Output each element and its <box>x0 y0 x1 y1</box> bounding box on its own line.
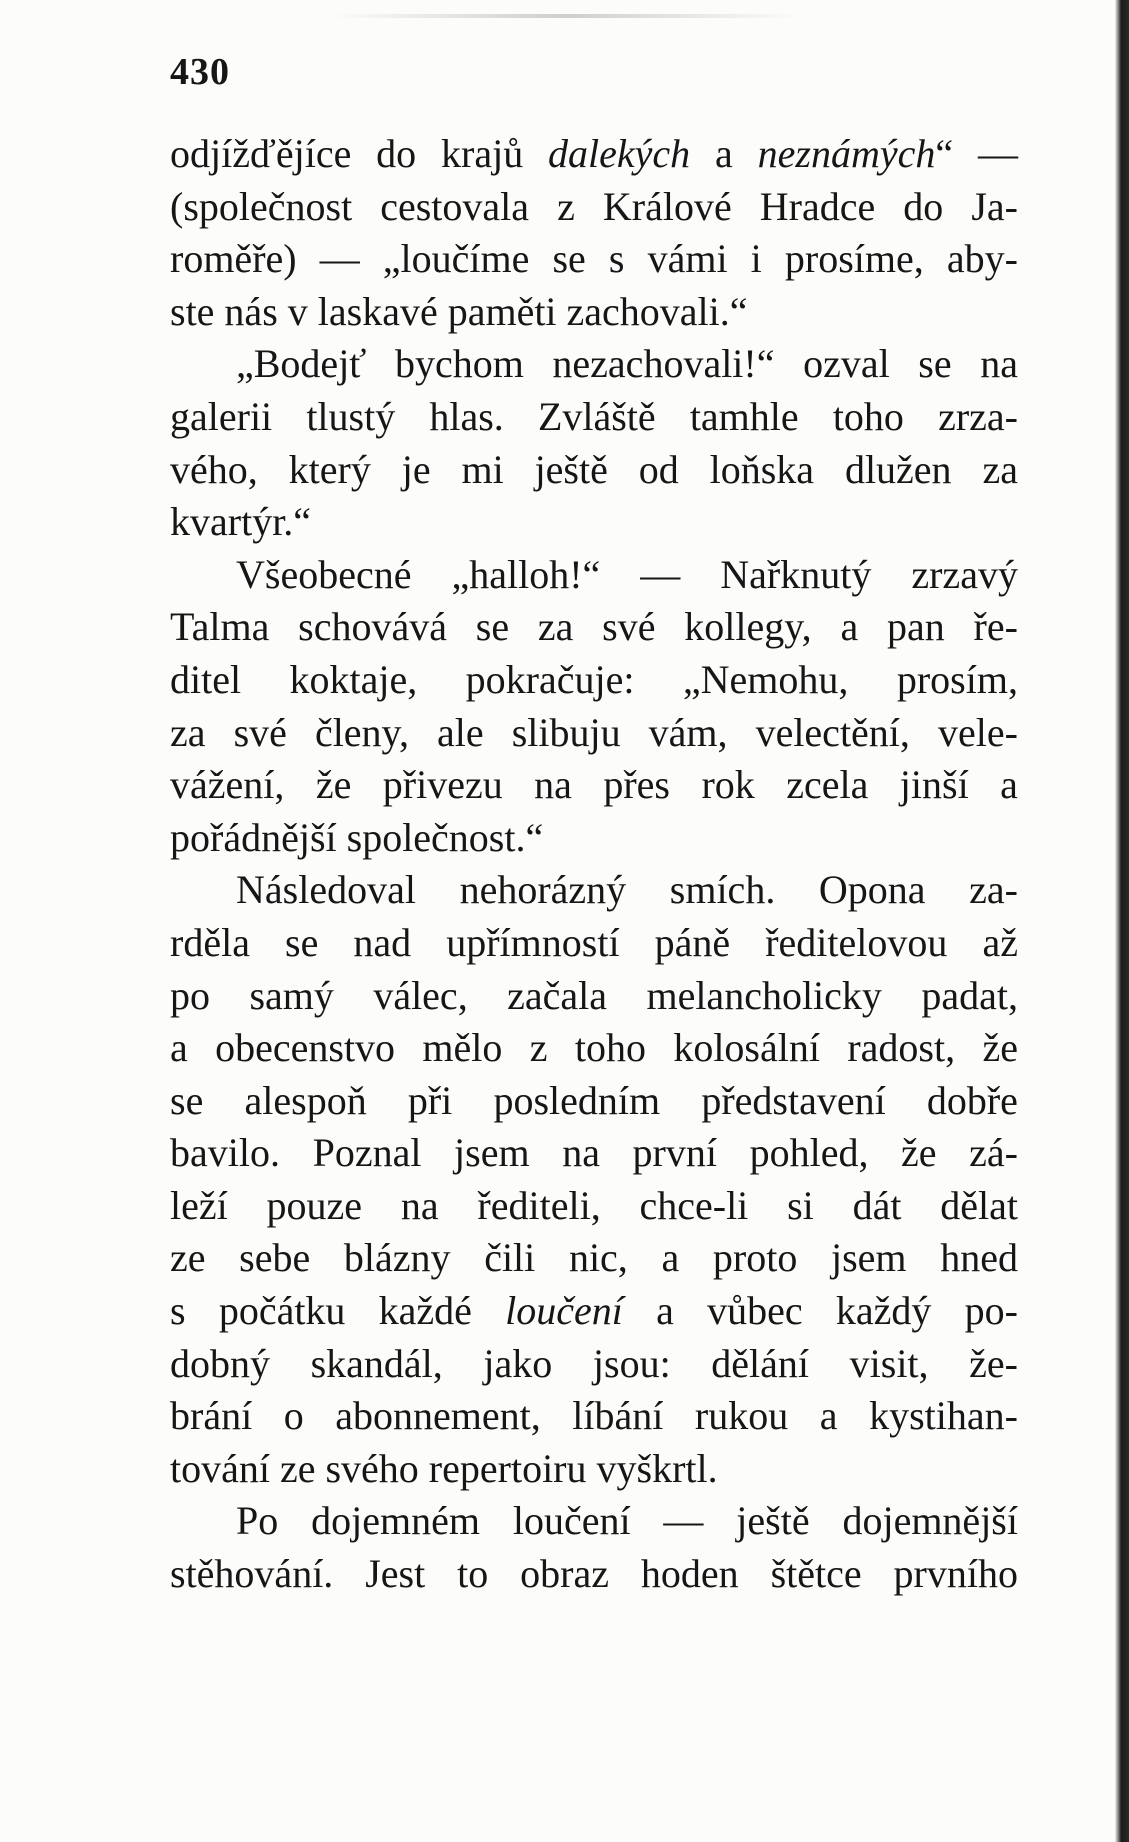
word: ze <box>170 1235 206 1281</box>
word: válec, <box>373 972 468 1018</box>
text-line <box>170 970 1018 1023</box>
word: „Nemohu, <box>682 656 849 702</box>
word: při <box>407 1077 453 1123</box>
word: pokračuje: <box>465 656 635 702</box>
text-line <box>170 233 1018 286</box>
word: obraz <box>520 1551 609 1597</box>
word: chce-li <box>639 1182 749 1228</box>
word: dlužen <box>844 446 952 492</box>
word: ředitelovou <box>765 919 948 965</box>
word: se <box>170 1077 204 1123</box>
word: rok <box>701 762 755 808</box>
word: za <box>170 709 206 755</box>
word: líbání <box>572 1393 664 1439</box>
word: krajů <box>441 131 524 176</box>
word: do <box>903 183 944 229</box>
word: hlas. <box>429 393 504 439</box>
body-text <box>170 128 1018 1601</box>
text-line <box>170 1180 1018 1233</box>
word: bavilo. <box>170 1130 280 1176</box>
word: i <box>750 236 762 282</box>
word: ozval <box>803 341 890 387</box>
word: aby- <box>946 236 1018 282</box>
word: a <box>661 1235 680 1281</box>
word: — <box>977 131 1018 176</box>
text-line <box>170 286 1018 339</box>
word: zá- <box>969 1130 1018 1176</box>
word: do <box>376 131 417 176</box>
word: kollegy, <box>684 604 812 650</box>
word: prosíme, <box>784 236 924 282</box>
word: radost, <box>847 1025 956 1071</box>
word: Poznal <box>312 1130 422 1176</box>
text-line <box>170 391 1018 444</box>
word: „Bodejť <box>236 341 367 387</box>
word: představení <box>701 1077 886 1123</box>
word: nic, <box>568 1235 628 1281</box>
word: dojemnější <box>842 1498 1018 1544</box>
word: nezachovali!“ <box>552 341 775 387</box>
word: Opona <box>818 867 926 913</box>
word: pouze <box>266 1182 363 1228</box>
text-line <box>170 1443 1018 1496</box>
word: zrza- <box>938 393 1018 439</box>
page-number: 430 <box>170 51 230 93</box>
word: že- <box>969 1340 1018 1386</box>
word: ještě <box>736 1498 810 1544</box>
word: loučení <box>505 1288 623 1334</box>
text-line <box>170 1022 1018 1075</box>
word: visit, <box>849 1340 929 1386</box>
word: své <box>602 604 656 650</box>
word: ře- <box>973 604 1018 650</box>
word: Nařknutý <box>720 551 872 597</box>
word: si <box>787 1182 814 1228</box>
word: hoden <box>640 1551 739 1597</box>
word: — <box>663 1498 704 1544</box>
word: rděla <box>170 919 250 965</box>
text-line <box>170 1338 1018 1391</box>
page-binding-edge <box>1115 0 1129 1842</box>
word: na <box>400 1182 439 1228</box>
word: mi <box>461 446 504 492</box>
word: na <box>562 1130 600 1176</box>
word: Všeobecné <box>236 551 412 597</box>
word: pan <box>887 604 945 650</box>
text-segment: kvartýr.“ <box>170 499 312 545</box>
word: až <box>982 919 1018 965</box>
word: pohled, <box>749 1130 869 1176</box>
text-line <box>170 812 1018 865</box>
word: po <box>170 972 210 1018</box>
word: počátku <box>218 1288 346 1334</box>
word: Talma <box>170 604 270 650</box>
word: kystihan- <box>869 1393 1018 1439</box>
word: z <box>557 183 575 229</box>
word: rukou <box>694 1393 789 1439</box>
word: se <box>285 919 319 965</box>
word: Po <box>236 1498 279 1544</box>
text-line <box>170 1232 1018 1285</box>
word: a <box>1000 762 1018 808</box>
text-line <box>170 1285 1018 1338</box>
word: přivezu <box>382 762 503 808</box>
word: vážení, <box>170 762 285 808</box>
word: blázny <box>343 1235 451 1281</box>
text-line <box>170 1075 1018 1128</box>
word: ditel <box>170 656 242 702</box>
word: první <box>632 1130 717 1176</box>
word: zcela <box>786 762 869 808</box>
word: schovává <box>298 604 447 650</box>
word: Králové <box>602 183 732 229</box>
text-line <box>170 1548 1018 1601</box>
word: kolosální <box>673 1025 820 1071</box>
word: se <box>475 604 510 650</box>
word: na <box>534 762 572 808</box>
word: čili <box>484 1235 536 1281</box>
word: a <box>819 1393 838 1439</box>
word: za <box>982 446 1018 492</box>
word: páně <box>654 919 731 965</box>
word: se <box>918 341 952 387</box>
text-line <box>170 549 1018 602</box>
word: a <box>840 604 859 650</box>
word: který <box>288 446 371 492</box>
word: dobný <box>170 1340 270 1386</box>
word: melancholicky <box>646 972 882 1018</box>
word: dát <box>852 1182 902 1228</box>
word: na <box>980 341 1018 387</box>
word: Ja- <box>971 183 1018 229</box>
word: Následoval <box>236 867 416 913</box>
text-line <box>170 1390 1018 1443</box>
word: to <box>457 1551 489 1597</box>
word: o <box>283 1393 304 1439</box>
word: ale <box>437 709 484 755</box>
page-top-shadow <box>330 14 800 18</box>
word: tlustý <box>306 393 396 439</box>
word: odjížďějíce <box>170 131 352 176</box>
word: Zvláště <box>537 393 656 439</box>
word: za- <box>969 867 1018 913</box>
text-line <box>170 181 1018 234</box>
word: jinší <box>899 762 969 808</box>
word: koktaje, <box>289 656 418 702</box>
word: přes <box>603 762 670 808</box>
word: padat, <box>921 972 1018 1018</box>
word: po- <box>964 1288 1018 1334</box>
word: sebe <box>239 1235 311 1281</box>
word: každý <box>835 1288 932 1334</box>
word: leží <box>170 1182 228 1228</box>
word: za <box>537 604 574 650</box>
word: (společnost <box>170 183 353 229</box>
word: je <box>401 446 431 492</box>
word: vůbec <box>707 1288 803 1334</box>
word: jsem <box>454 1130 530 1176</box>
word: loučení <box>512 1498 631 1544</box>
word: galerii <box>170 393 273 439</box>
word: jsem <box>830 1235 907 1281</box>
word: samý <box>249 972 334 1018</box>
word: z <box>529 1025 548 1071</box>
word: toho <box>574 1025 646 1071</box>
word: dělat <box>940 1182 1018 1228</box>
word: řediteli, <box>477 1182 601 1228</box>
word: jako <box>483 1340 553 1386</box>
word: proto <box>712 1235 798 1281</box>
word: a <box>656 1288 674 1334</box>
text-line <box>170 338 1018 391</box>
text-line <box>170 654 1018 707</box>
text-line <box>170 444 1018 497</box>
word: se <box>552 236 586 282</box>
word: smích. <box>669 867 776 913</box>
text-line <box>170 864 1018 917</box>
text-segment: ste nás v laskavé paměti zachovali.“ <box>170 288 748 334</box>
word: každé <box>378 1288 472 1334</box>
word: prvního <box>893 1551 1018 1597</box>
word: zrzavý <box>911 551 1018 597</box>
text-segment: pořádnější společnost.“ <box>170 814 544 860</box>
word: mělo <box>422 1025 503 1071</box>
word: stěhování. <box>170 1551 334 1597</box>
word: vele- <box>937 709 1018 755</box>
word: alespoň <box>244 1077 367 1123</box>
word: s <box>170 1288 186 1334</box>
word: — <box>640 551 681 597</box>
text-line <box>170 601 1018 654</box>
word: posledním <box>493 1077 661 1123</box>
word: že <box>315 762 352 808</box>
text-line <box>170 1127 1018 1180</box>
word: loňska <box>709 446 815 492</box>
word: ještě <box>534 446 608 492</box>
word: dalekých <box>548 131 691 176</box>
text-line <box>170 759 1018 812</box>
word: dojemném <box>311 1498 480 1544</box>
word: prosím, <box>896 656 1018 702</box>
word: Jest <box>365 1551 426 1597</box>
text-line <box>170 917 1018 970</box>
text-segment: tování ze svého repertoiru vyškrtl. <box>170 1445 718 1491</box>
word: slibuju <box>511 709 621 755</box>
text-line <box>170 496 1018 549</box>
word: cestovala <box>380 183 530 229</box>
word: nad <box>353 919 412 965</box>
word: upřímností <box>446 919 620 965</box>
text-line <box>170 128 1018 181</box>
word: tamhle <box>689 393 799 439</box>
word: velectění, <box>755 709 910 755</box>
word: hned <box>940 1235 1018 1281</box>
word: Hradce <box>759 183 876 229</box>
word: a <box>715 131 733 176</box>
word: abonnement, <box>335 1393 541 1439</box>
word: štětce <box>770 1551 862 1597</box>
word: vám, <box>648 709 728 755</box>
word: že <box>982 1025 1018 1071</box>
word: „loučíme <box>382 236 530 282</box>
word: členy, <box>314 709 409 755</box>
word: obecenstvo <box>215 1025 396 1071</box>
word: roměře) <box>170 236 297 282</box>
word: nehorázný <box>459 867 627 913</box>
word: jsou: <box>592 1340 671 1386</box>
text-line <box>170 707 1018 760</box>
word: dělání <box>711 1340 810 1386</box>
text-line <box>170 1495 1018 1548</box>
word: — <box>319 236 360 282</box>
word: skandál, <box>310 1340 443 1386</box>
word: a <box>170 1025 188 1071</box>
word: s <box>608 236 625 282</box>
word: brání <box>170 1393 253 1439</box>
word: „halloh!“ <box>451 551 601 597</box>
word: že <box>901 1130 937 1176</box>
word: od <box>638 446 679 492</box>
word: vámi <box>647 236 728 282</box>
word: své <box>233 709 287 755</box>
word: začala <box>507 972 608 1018</box>
word: toho <box>832 393 904 439</box>
word: bychom <box>394 341 524 387</box>
word: neznámých“ <box>757 131 954 176</box>
word: vého, <box>170 446 258 492</box>
word: dobře <box>926 1077 1018 1123</box>
